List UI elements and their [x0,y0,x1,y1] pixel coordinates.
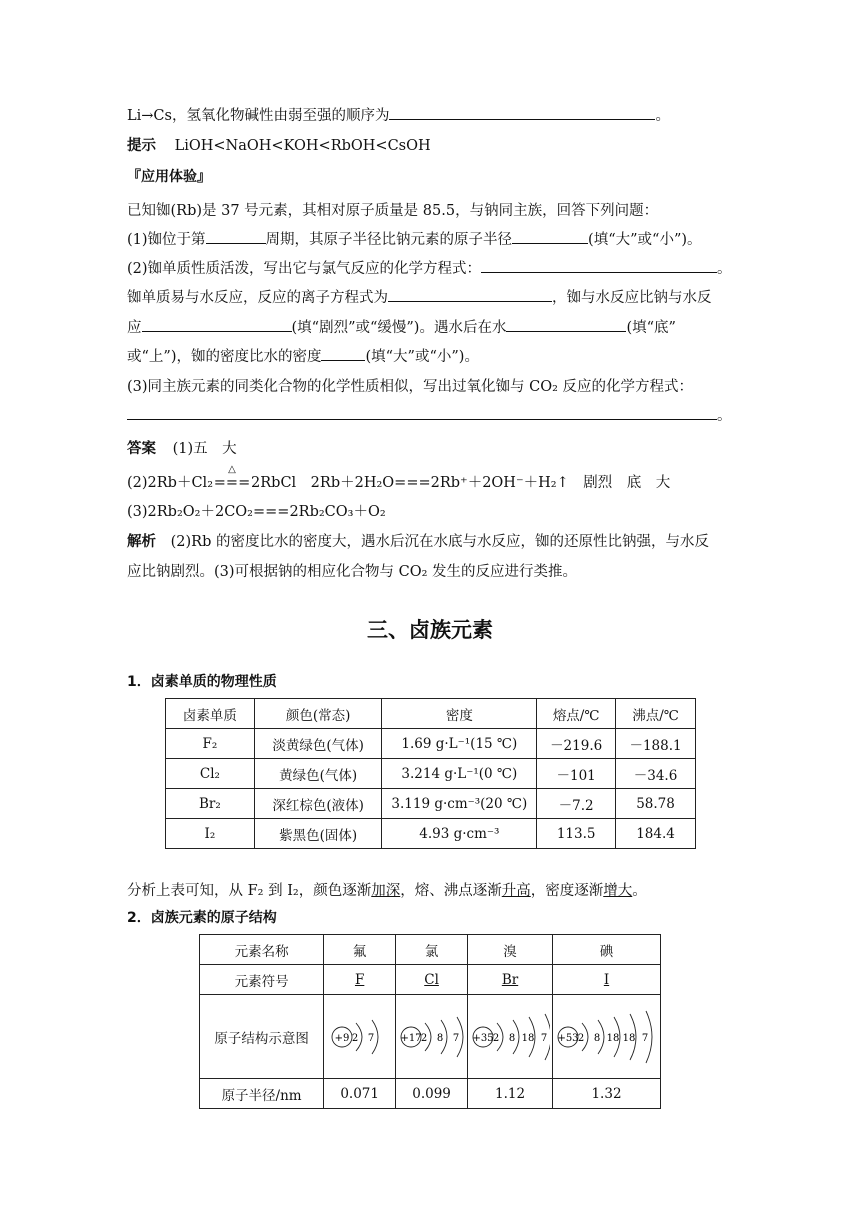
electron-count: 8 [593,1032,601,1044]
answer-blank [481,258,717,273]
table-cell: －34.6 [616,759,696,789]
question-3: (3)同主族元素的同类化合物的化学性质相似，写出过氧化铷与 CO₂ 反应的化学方程式： [127,379,694,395]
intro-text: 已知铷(Rb)是 37 号元素，其相对原子质量是 85.5，与钠同主族，回答下列问题： [127,203,659,219]
answer-1: (1)五 大 [172,441,237,457]
header-cell: 熔点/℃ [537,699,616,729]
answer-blank [142,317,292,332]
q2-text-h: 或“上”)，铷的密度比水的密度 [127,349,322,365]
answer-2-rest: 2RbCl 2Rb＋2H₂O===2Rb⁺＋2OH⁻＋H₂↑ 剧烈 底 大 [251,475,671,491]
table-row [166,819,696,849]
table-cell: －101 [537,759,616,789]
halogen-structure-table [199,934,661,1109]
header-cell: 沸点/℃ [616,699,696,729]
table-cell: F₂ [166,729,255,759]
q2-text-g: (填“底” [626,320,676,336]
subsection-1-title: 1．卤素单质的物理性质 [127,674,277,690]
q2-text-e: 应 [127,320,142,336]
table-cell [396,965,468,995]
table-cell: Br₂ [166,789,255,819]
heating-equals-sign: △ === [213,464,251,491]
electron-count: 2 [420,1032,428,1044]
q2-text-a: (2)铷单质性质活泼，写出它与氯气反应的化学方程式： [127,261,482,277]
table-cell: 氯 [396,935,468,965]
table-cell: 184.4 [616,819,696,849]
table-cell: 紫黑色(固体) [254,819,382,849]
electron-count: 18 [606,1032,620,1044]
table-cell: 3.214 g·L⁻¹(0 ℃) [382,759,537,789]
answer-blank [389,105,655,120]
table-cell [468,965,553,995]
q1-text-a: (1)铷位于第 [127,232,206,248]
element-symbol: I [603,971,610,988]
heat-condition: △ [228,464,236,475]
electron-count: 7 [367,1032,374,1044]
table-cell [324,965,396,995]
header-cell: 卤素单质 [166,699,255,729]
table-row [200,1079,661,1109]
table-cell: 0.099 [396,1079,468,1109]
q1-text-b: 周期，其原子半径比钠元素的原子半径 [265,232,513,248]
explanation-text-1: (2)Rb 的密度比水的密度大，遇水后沉在水底与水反应，铷的还原性比钠强，与水反 [170,534,709,550]
element-symbol: F [354,971,365,988]
row-header: 元素名称 [200,935,324,965]
element-symbol: Cl [424,971,439,988]
electron-count: 2 [351,1032,358,1044]
table-cell: 氟 [324,935,396,965]
electron-count: 7 [540,1032,548,1044]
table-cell: 1.12 [468,1079,553,1109]
analysis-answer: 升高 [501,883,531,899]
question-line [127,104,670,125]
analysis-text: 分析上表可知，从 F₂ 到 I₂，颜色逐渐 [127,883,372,899]
table-cell: 3.119 g·cm⁻³(20 ℃) [382,789,537,819]
question-3-answer-line [127,404,732,425]
atom-diagram-cell [396,995,468,1079]
punctuation: 。 [632,883,647,899]
table-cell: 碘 [553,935,661,965]
electron-count: 18 [622,1032,636,1044]
atom-structure-diagram [398,1005,465,1069]
table-cell: －188.1 [616,729,696,759]
q1-text-c: (填“大”或“小”)。 [588,232,702,248]
question-2-line1 [127,257,732,278]
table-cell: 深红棕色(液体) [254,789,382,819]
halogen-properties-table [165,698,696,849]
table-row [166,759,696,789]
question-2-line3 [127,316,676,337]
answer-label: 答案 [127,441,156,457]
table-row [200,995,661,1079]
explanation-label: 解析 [127,534,156,550]
punctuation: 。 [717,261,732,277]
atom-structure-diagram [329,1005,391,1069]
answer-blank [388,287,552,302]
question-2-line4 [127,345,479,366]
q2-text-d: ，铷与水反应比钠与水反 [552,290,712,306]
electron-count: 2 [492,1032,500,1044]
answer-blank [321,346,365,361]
atom-diagram-cell [553,995,661,1079]
table-header-row [166,699,696,729]
electron-count: 8 [436,1032,444,1044]
analysis-answer: 加深 [371,883,401,899]
electron-count: 2 [577,1032,585,1044]
table-row [200,965,661,995]
table-cell: 113.5 [537,819,616,849]
table-row [200,935,661,965]
analysis-answer: 增大 [603,883,633,899]
analysis-line [127,879,647,900]
answer-blank [206,229,266,244]
electron-count: 7 [641,1032,649,1044]
explanation-line-2: 应比钠剧烈。(3)可根据钠的相应化合物与 CO₂ 发生的反应进行类推。 [127,564,578,580]
table-cell: 溴 [468,935,553,965]
table-cell: 58.78 [616,789,696,819]
atom-diagram-cell [468,995,553,1079]
answer-2-prefix: (2)2Rb＋Cl₂ [127,475,214,491]
punctuation: 。 [717,408,732,424]
table-row [166,729,696,759]
answer-blank [512,229,588,244]
left-bracket: 『 [127,169,141,185]
q2-text-i: (填“大”或“小”)。 [365,349,479,365]
row-header: 原子结构示意图 [200,995,324,1079]
section-tag-apply [127,166,211,186]
hint-line [127,134,431,155]
table-cell: I₂ [166,819,255,849]
q2-text-f: (填“剧烈”或“缓慢”)。遇水后在水 [291,320,507,336]
electron-count: 8 [508,1032,516,1044]
electron-count: 18 [521,1032,535,1044]
table-cell: 1.69 g·L⁻¹(15 ℃) [382,729,537,759]
answer-line-1 [127,437,237,458]
explanation-line-1 [127,530,709,551]
table-cell: 淡黄绿色(气体) [254,729,382,759]
row-header: 原子半径/nm [200,1079,324,1109]
question-1 [127,228,702,249]
table-cell: －7.2 [537,789,616,819]
table-cell [553,965,661,995]
subsection-2-title: 2．卤族元素的原子结构 [127,910,277,926]
table-cell: 0.071 [324,1079,396,1109]
table-cell: 4.93 g·cm⁻³ [382,819,537,849]
question-2-line2 [127,286,712,307]
table-cell: 1.32 [553,1079,661,1109]
analysis-text: ，密度逐渐 [530,883,604,899]
hint-label: 提示 [127,138,156,154]
atom-diagram-cell [324,995,396,1079]
nuclear-charge: +17 [400,1032,422,1044]
q2-text-c: 铷单质易与水反应，反应的离子方程式为 [127,290,388,306]
punctuation: 。 [655,108,670,124]
answer-3: (3)2Rb₂O₂＋2CO₂===2Rb₂CO₃＋O₂ [127,504,386,520]
answer-blank [506,317,626,332]
table-cell: Cl₂ [166,759,255,789]
nuclear-charge: +53 [557,1032,579,1044]
header-cell: 颜色(常态) [254,699,382,729]
answer-blank [127,405,717,420]
nuclear-charge: +35 [472,1032,494,1044]
row-header: 元素符号 [200,965,324,995]
table-row [166,789,696,819]
table-cell: －219.6 [537,729,616,759]
section-title: 三、卤族元素 [367,618,493,642]
question-text: Li→Cs，氢氧化物碱性由弱至强的顺序为 [127,108,390,124]
header-cell: 密度 [382,699,537,729]
atom-structure-diagram [555,1005,658,1069]
atom-structure-diagram [470,1005,550,1069]
answer-line-2 [127,464,671,492]
electron-count: 7 [452,1032,460,1044]
analysis-text: ，熔、沸点逐渐 [400,883,502,899]
element-symbol: Br [501,971,519,988]
right-bracket: 』 [197,169,211,185]
nuclear-charge: +9 [334,1032,350,1044]
hint-text: LiOH<NaOH<KOH<RbOH<CsOH [174,138,431,154]
apply-header: 应用体验 [141,169,197,185]
table-cell: 黄绿色(气体) [254,759,382,789]
